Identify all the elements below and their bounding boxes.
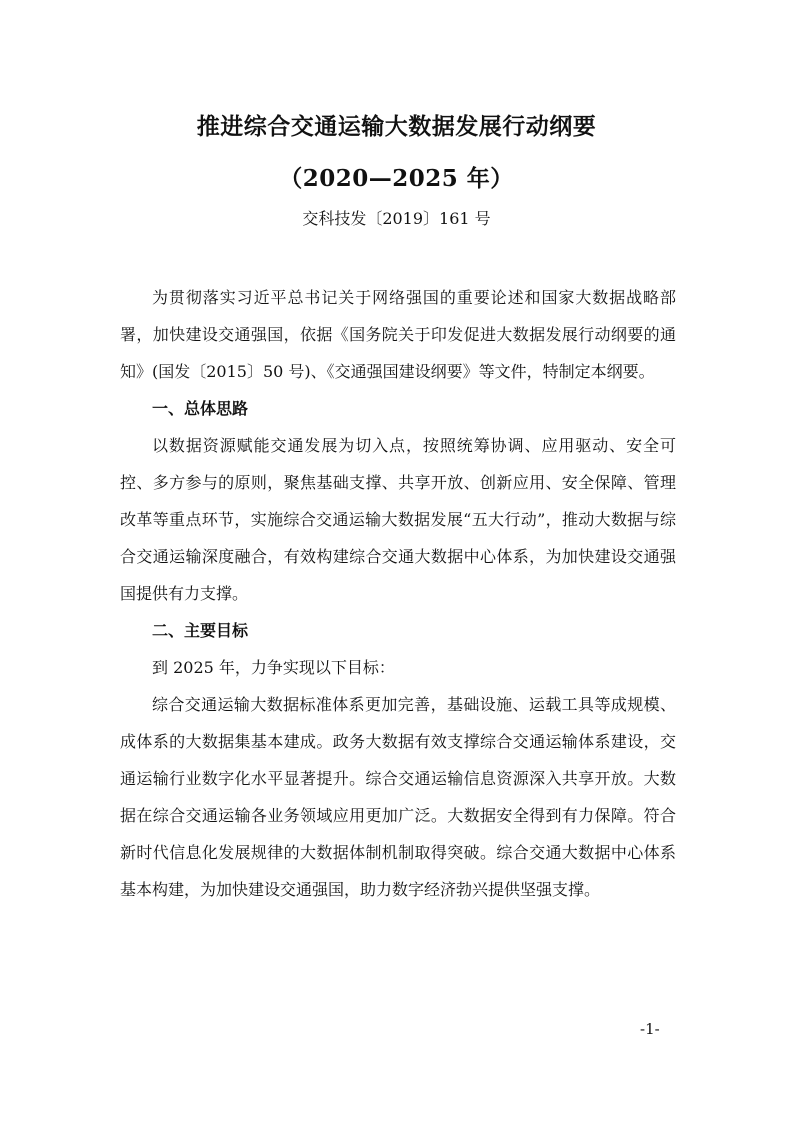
section-heading-main-goals: 二、主要目标: [152, 621, 249, 640]
page-number: -1-: [640, 1020, 660, 1038]
section-paragraph: 以数据资源赋能交通发展为切入点，按照统筹协调、应用驱动、安全可控、多方参与的原则，聚焦基础支撑、共享开放、创新应用、安全保障、管理改革等重点环节，实施综合交通运输大数据发展“五大行动”，推动大数据与综合交通运输深度融合，有效构建综合交通大数据中心体系，为加快建设交通强国提供有力支撑。: [120, 436, 676, 603]
document-number: 交科技发〔2019〕161 号: [302, 209, 491, 228]
document-subtitle: （2020—2025 年）: [279, 165, 514, 192]
intro-paragraph: 为贯彻落实习近平总书记关于网络强国的重要论述和国家大数据战略部署，加快建设交通强国，依据《国务院关于印发促进大数据发展行动纲要的通知》(国发〔2015〕50 号)、《交通强国建设纲要》等文件，特制定本纲要。: [120, 288, 676, 381]
section-heading-overall-approach: 一、总体思路: [152, 399, 249, 418]
section-paragraph: 综合交通运输大数据标准体系更加完善，基础设施、运载工具等成规模、成体系的大数据集基本建成。政务大数据有效支撑综合交通运输体系建设，交通运输行业数字化水平显著提升。综合交通运输信息资源深入共享开放。大数据在综合交通运输各业务领域应用更加广泛。大数据安全得到有力保障。符合新时代信息化发展规律的大数据体制机制取得突破。综合交通大数据中心体系基本构建，为加快建设交通强国，助力数字经济勃兴提供坚强支撑。: [120, 695, 676, 899]
document-title: 推进综合交通运输大数据发展行动纲要: [196, 113, 597, 140]
document-body: [120, 279, 676, 908]
section-paragraph: 到 2025 年，力争实现以下目标：: [152, 658, 395, 677]
